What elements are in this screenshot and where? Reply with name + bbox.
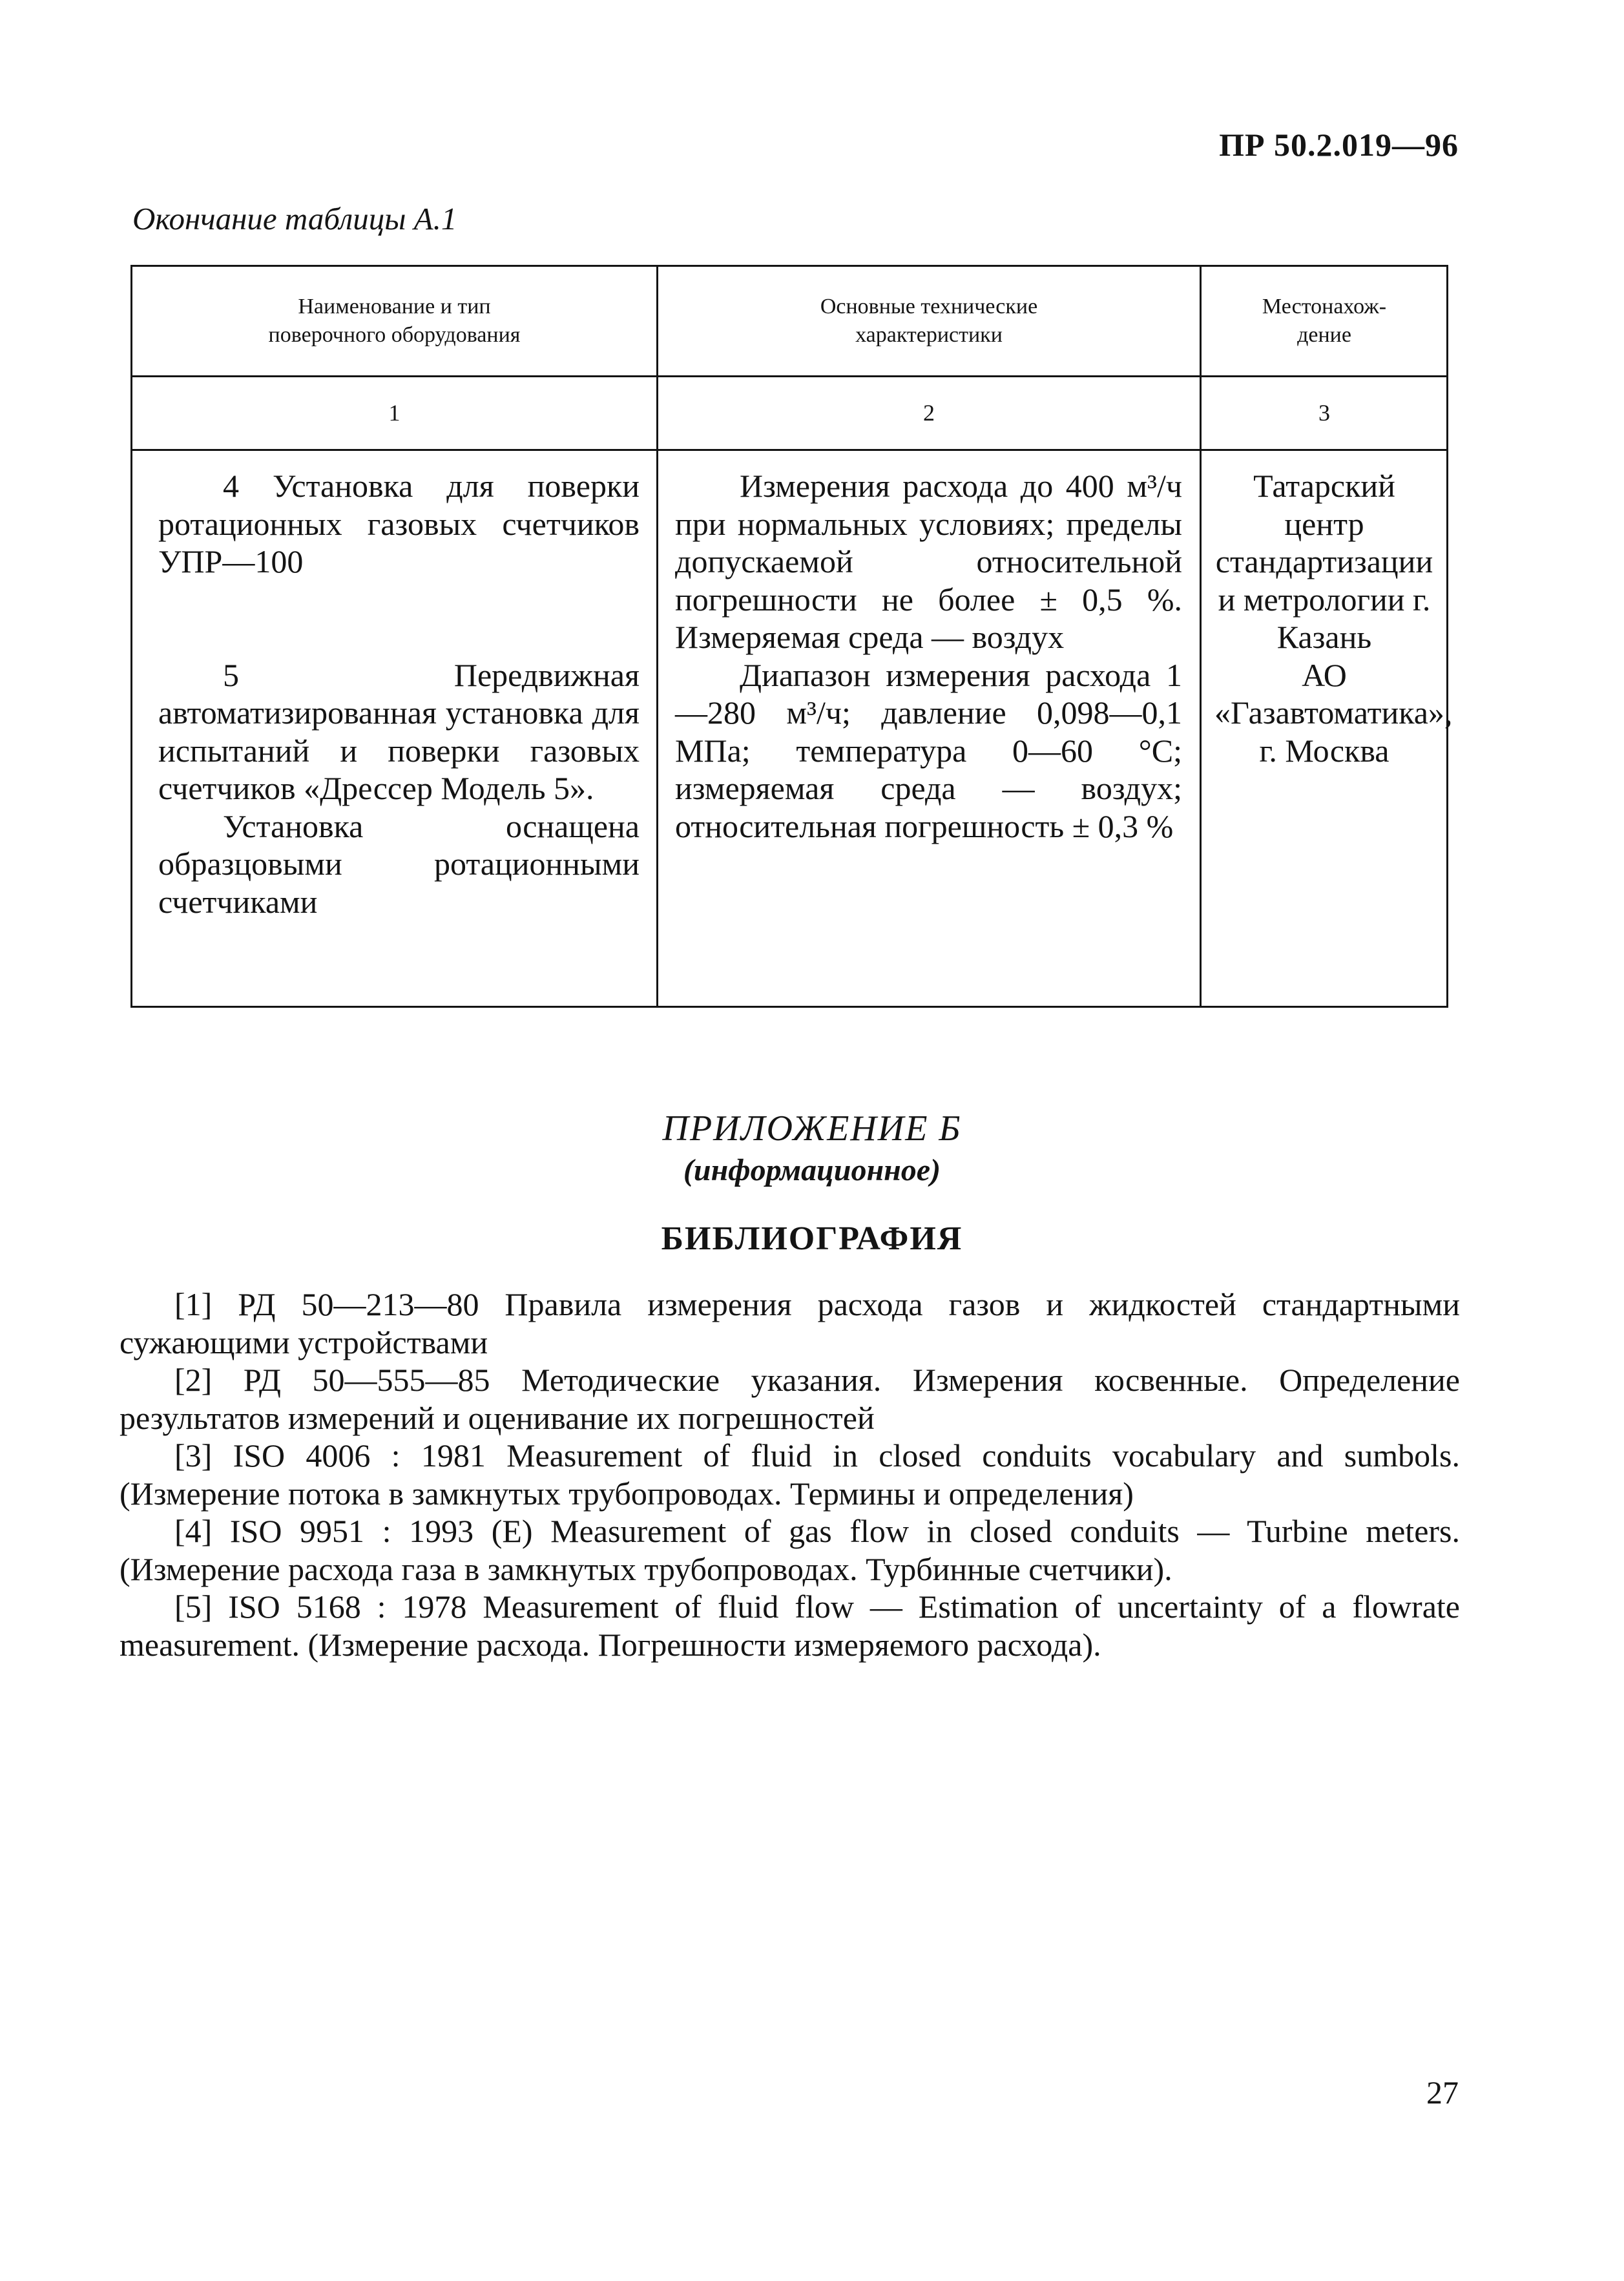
bibliography-item: [4] ISO 9951 : 1993 (E) Measurement of gas flow in closed conduits — Turbine meters. (Измерение расхода газа в замкнутых трубопроводах. Турбинные счетчики). (120, 1513, 1460, 1587)
column-number-1: 1 (388, 400, 401, 426)
location-item-4: Татарский центр стандартизации и метрологии г. Казань (1215, 468, 1433, 655)
column-number-2: 2 (923, 400, 935, 426)
equipment-item-5-note: Установка оснащена образцовыми ротационными счетчиками (158, 807, 640, 920)
header-cell-characteristics: Основные технические характеристики (820, 295, 1038, 347)
bibliography-item: [2] РД 50—555—85 Методические указания. Измерения косвенные. Определение результатов измерений и оценивание их погрешностей (120, 1362, 1460, 1436)
bibliography-item: [5] ISO 5168 : 1978 Measurement of fluid flow — Estimation of uncertainty of a flowrate measurement. (Измерение расхода. Погрешности измеряемого расхода). (120, 1588, 1460, 1663)
bibliography-list (120, 1286, 1460, 1663)
page-number: 27 (1426, 2074, 1459, 2110)
document-code: ПР 50.2.019—96 (1219, 127, 1459, 163)
row-divider (132, 449, 1446, 451)
bibliography-item: [1] РД 50—213—80 Правила измерения расхода газов и жидкостей стандартными сужающими устройствами (120, 1286, 1460, 1360)
header-cell-location: Местонахож- дение (1262, 295, 1387, 347)
appendix-title: ПРИЛОЖЕНИЕ Б (662, 1109, 962, 1149)
equipment-item-5: 5 Передвижная автоматизированная установка для испытаний и поверки газовых счетчиков «Дрессер Модель 5». (158, 656, 640, 806)
appendix-subtitle: (информационное) (683, 1153, 941, 1187)
column-number-3: 3 (1318, 400, 1330, 426)
bibliography-item: [3] ISO 4006 : 1981 Measurement of fluid in closed conduits vocabulary and sumbols. (Измерение потока в замкнутых трубопроводах. Термины и определения) (120, 1437, 1460, 1512)
header-cell-name: Наименование и тип поверочного оборудования (268, 295, 521, 347)
location-item-5: АО «Газавтоматика», г. Москва (1214, 656, 1453, 769)
table-caption: Окончание таблицы А.1 (132, 201, 457, 236)
equipment-name-cell (158, 467, 640, 921)
characteristics-item-5: Диапазон измерения расхода 1—280 м³/ч; давление 0,098—0,1 МПа; температура 0—60 °С; измеряемая среда — воздух; относительная погрешность ± 0,3 % (675, 656, 1182, 844)
bibliography-title: БИБЛИОГРАФИЯ (661, 1220, 963, 1257)
location-cell (1214, 467, 1453, 769)
characteristics-cell (675, 467, 1182, 845)
characteristics-item-4: Измерения расхода до 400 м³/ч при нормальных условиях; пределы допускаемой относительной погрешности не более ± 0,5 %. Измеряемая среда — воздух (675, 468, 1182, 655)
equipment-item-4: 4 Установка для поверки ротационных газовых счетчиков УПР—100 (158, 468, 640, 579)
equipment-table (130, 265, 1453, 1008)
